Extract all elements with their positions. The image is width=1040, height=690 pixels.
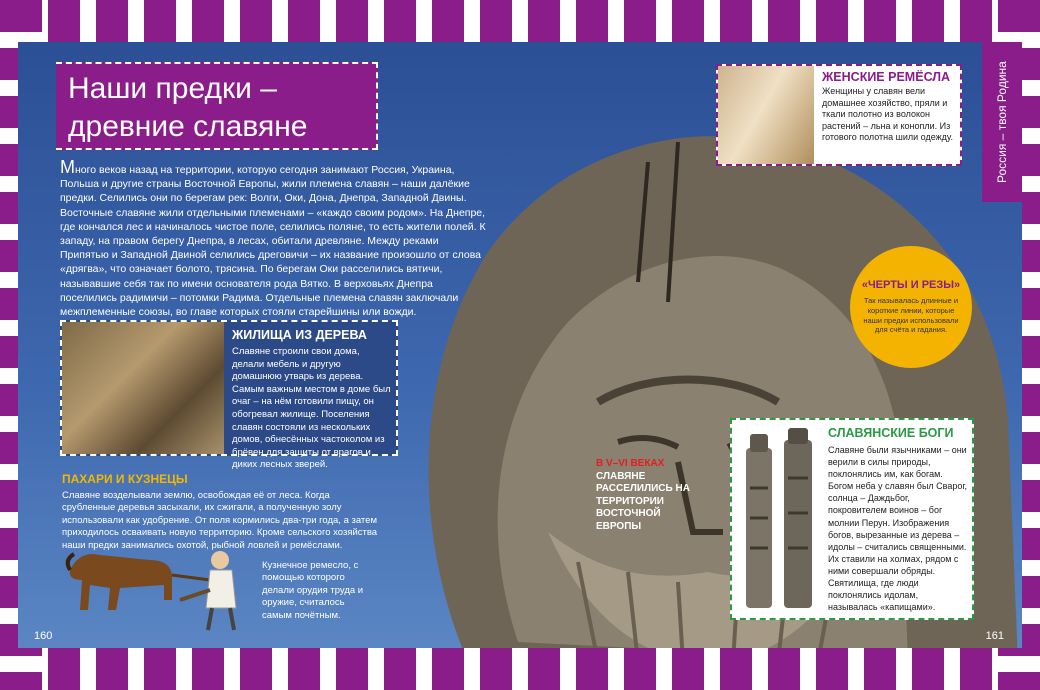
women-title: ЖЕНСКИЕ РЕМЁСЛА	[822, 70, 951, 84]
women-crafts-box	[716, 64, 962, 166]
plough-title: ПАХАРИ И КУЗНЕЦЫ	[62, 472, 188, 486]
intro-paragraph	[60, 157, 490, 319]
weaving-photo	[718, 66, 814, 164]
slavic-gods-box	[730, 418, 974, 620]
badge-text: Так называлась длинные и короткие линии, которые наши предки использовали для счёта и гадания.	[863, 296, 959, 335]
page-title: Наши предки – древние славяне	[56, 62, 378, 150]
bottom-border	[0, 648, 1040, 690]
intro-text: ного веков назад на территории, которую сегодня занимают Россия, Украина, Польша и другие страны Восточной Европы, жили племена славян – наши далёкие предки. Селились они по берегам рек: Волги, Оки, Дона, Днепра, Западной Двины. Восточные славяне жили отдельными племенами – «каждо своим родом». На Днепре, где кончался лес и начиналось чистое поле, селились поляне, то есть жители полей. К западу, на правом берегу Днепра, в лесах, обитали древляне. Между реками Припятью и Западной Двиной селились дреговичи – их название произошло от слова «дрягва», что означает болото, трясина. По берегам Оки расселились вятичи, называвшие себя так по имени основателя рода Вятко. В верховьях Днепра поселились радимичи – потомки Радима. Отдельные племена славян заключали межплеменные союзы, во главе которых стояли старейшины или вожди.	[60, 164, 486, 319]
caption-text: СЛАВЯНЕ РАССЕЛИЛИСЬ НА ТЕРРИТОРИИ ВОСТОЧНОЙ ЕВРОПЫ	[596, 470, 690, 532]
houses-title: ЖИЛИЩА ИЗ ДЕРЕВА	[232, 328, 367, 342]
wooden-house-photo	[62, 322, 224, 454]
plough-text-continued: Кузнечное ремесло, с помощью которого делали орудия труда и оружие, считалось самым почётным.	[262, 560, 364, 621]
plough-text: Славяне возделывали землю, освобождая её от леса. Когда срубленные деревья засыхали, их сжигали, а полученную золу использовали как удобрение. От поля кормились два-три года, а затем приходилось осваивать новую территорию. Кроме сельского хозяйства наши предки занимались охотой, рыбной ловлей и ремёслами.	[62, 490, 378, 551]
gods-title: СЛАВЯНСКИЕ БОГИ	[828, 426, 954, 440]
page-number-left: 160	[34, 630, 53, 642]
horse-plough-illustration	[60, 530, 245, 640]
page-number-right: 161	[985, 630, 1004, 642]
gods-text: Славяне были язычниками – они верили в силы природы, поклонялись им, как богам. Богом неба у славян был Сварог, солнца – Даждьбог, покровителем воинов – бог молнии Перун. Изображения богов, вырезанные из дерева – идолы – считались священными. Их ставили на холмах, рядом с ними совершали обряды. Святилища, где люди поклонялись идолам, называлась «капищами».	[828, 445, 968, 613]
drop-letter: М	[60, 157, 75, 177]
section-tab: Россия – твоя Родина	[982, 42, 1022, 202]
caption-lead: В V–VI ВЕКАХ	[596, 458, 665, 469]
houses-box	[60, 320, 398, 471]
badge-title: «ЧЕРТЫ И РЕЗЫ»	[861, 279, 961, 292]
settlement-caption	[596, 458, 696, 533]
idols-illustration	[740, 428, 822, 610]
top-border	[0, 0, 1040, 42]
lines-and-cuts-badge	[850, 246, 972, 368]
women-text: Женщины у славян вели домашнее хозяйство, пряли и ткали полотно из волокон растений – льна и конопли. Из готового полотна шили одежду.	[822, 86, 953, 143]
houses-text: Славяне строили свои дома, делали мебель и другую домашнюю утварь из дерева. Самым важным местом в доме был очаг – на нём готовили пищу, он обогревал жилище. Поселения славян состояли из нескольких домов, обнесённых частоколом из брёвен для защиты от врагов и диких лесных зверей.	[232, 346, 391, 471]
